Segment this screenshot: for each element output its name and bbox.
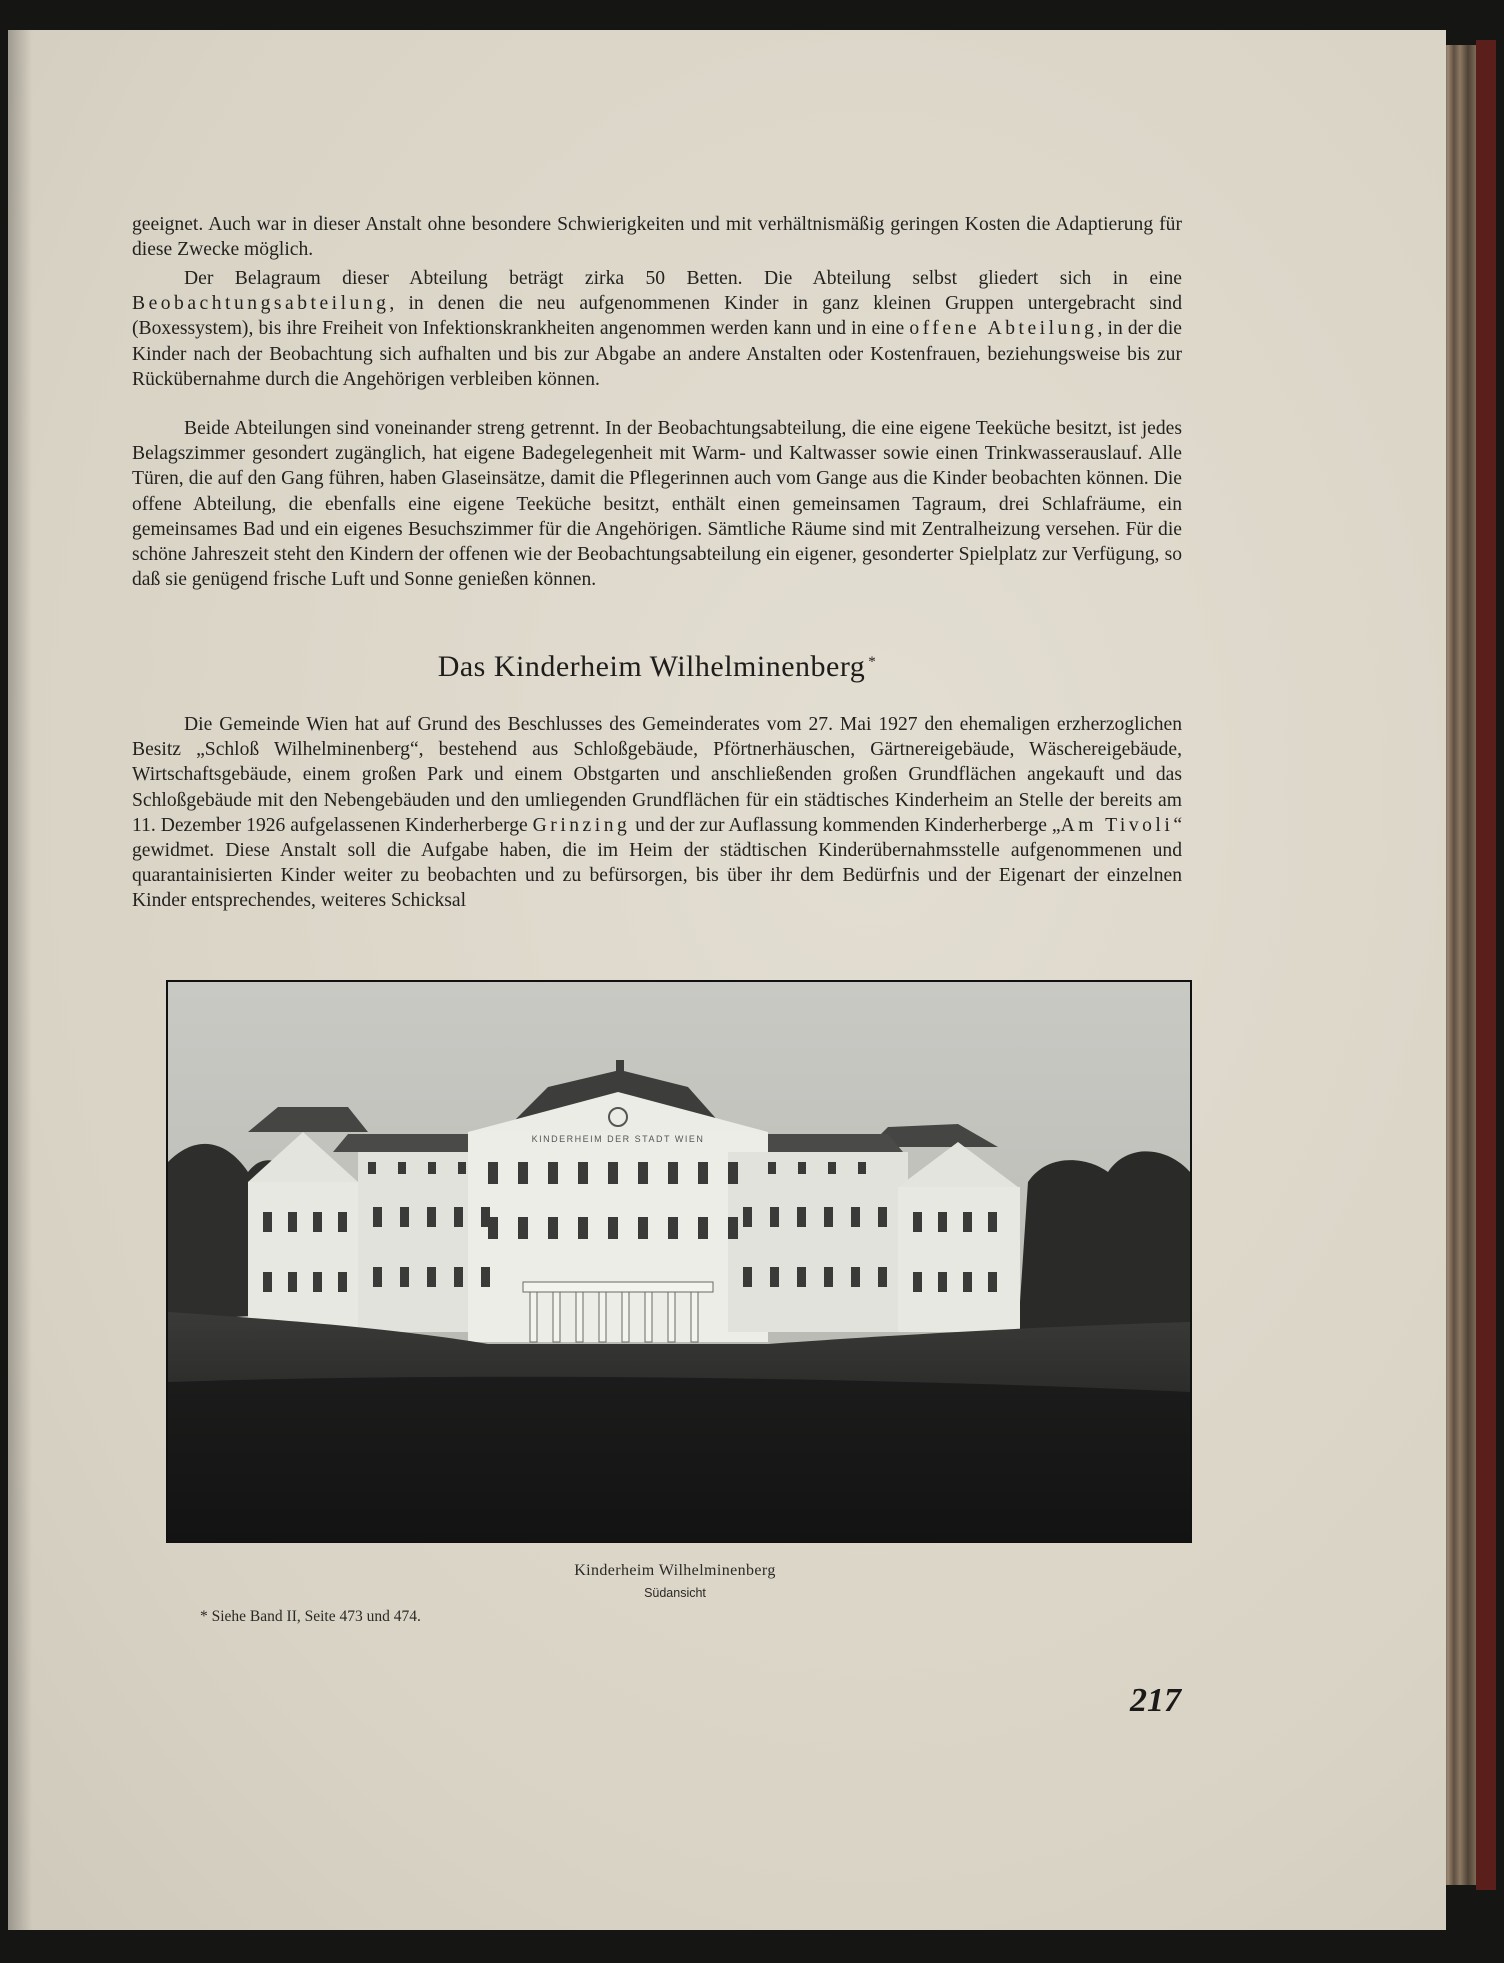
paragraph-2-part1: Der Belagraum dieser Abteilung beträgt zirka 50 Betten. Die Abteilung selbst gliedert sich in eine [184, 268, 1182, 289]
paragraph-3 [132, 416, 1182, 592]
gutter-shadow [8, 30, 32, 1930]
paragraph-2-part2: , in denen die neu aufgenommenen Kinder in ganz kleinen Gruppen untergebracht sind (Boxessystem), bis ihre Freiheit von Infektionskrankheiten angenommen werden kann und in eine [132, 293, 1182, 340]
paragraph-2-spaced1: Beobachtungsabteilung [132, 293, 390, 315]
paragraph-4-part1: Die Gemeinde Wien hat auf Grund des Beschlusses des Gemeinderates vom 27. Mai 1927 den ehemaligen erzherzoglichen Besitz „Schloß Wilhelminenberg“, bestehend aus Schloßgebäude, Pförtnerhäuschen, Gärtnereigebäude, Wäschereigebäude, Wirtschaftsgebäude, einem großen Park und einem Obstgarten und anschließenden großen Grundflächen angekauft und das Schloßgebäude mit den Nebengebäuden und den umliegenden Grundflächen für ein städtisches Kinderheim an Stelle der bereits am 11. Dezember 1926 aufgelassenen Kinderherberge [132, 714, 1182, 836]
paragraph-2-part3: , in der die Kinder nach der Beobachtung sich aufhalten und bis zur Abgabe an andere Anstalten oder Kostenfrauen, beziehungsweise bis zur Rückübernahme durch die Angehörigen verbleiben können. [132, 318, 1182, 390]
paragraph-4-part2: und der zur Auflassung kommenden Kinderherberge „ [630, 814, 1061, 836]
photo-illustration [168, 982, 1190, 1541]
paragraph-1-text: geeignet. Auch war in dieser Anstalt ohne besondere Schwierigkeiten und mit verhältnismäßig geringen Kosten die Adaptierung für diese Zwecke möglich. [132, 214, 1182, 261]
paragraph-4-part3: “ gewidmet. Diese Anstalt soll die Aufgabe haben, die im Heim der städtischen Kinderübernahmsstelle aufgenommenen und quarantainisierten Kinder weiter zu beobachten und zu befürsorgen, bis über ihr dem Bedürfnis und der Eigenart der einzelnen Kinder entsprechendes, weiteres Schicksal [132, 814, 1183, 912]
paragraph-2 [132, 266, 1182, 392]
right-wing [728, 1152, 908, 1332]
section-heading [132, 650, 1182, 684]
section-heading-text: Das Kinderheim Wilhelminenberg [437, 650, 866, 683]
book-cover-edge [1476, 40, 1496, 1890]
footnote-marker: * [868, 654, 877, 670]
paragraph-4-spaced2: Am Tivoli [1060, 814, 1174, 836]
photo-caption-title: Kinderheim Wilhelminenberg [574, 1562, 776, 1579]
paragraph-2-spaced2: offene Abteilung [909, 318, 1098, 340]
right-pavilion [898, 1187, 1020, 1332]
paragraph-4-spaced1: Grinzing [532, 814, 631, 836]
left-pavilion [248, 1182, 363, 1332]
paragraph-continued [132, 212, 1182, 262]
paragraph-3-text: Beide Abteilungen sind voneinander streng getrennt. In der Beobachtungsabteilung, die eine eigene Teeküche besitzt, ist jedes Belagszimmer gesondert zugänglich, hat eigene Badegelegenheit mit Warm- und Kaltwasser sowie einen Trinkwasserauslauf. Alle Türen, die auf den Gang führen, haben Glaseinsätze, damit die Pflegerinnen auch vom Gange aus die Kinder beobachten können. Die offene Abteilung, die ebenfalls eine eigene Teeküche besitzt, enthält einen gemeinsamen Tagraum, drei Schlafräume, ein gemeinsames Bad und ein eigenes Besuchszimmer für die Angehörigen. Sämtliche Räume sind mit Zentralheizung versehen. Für die schöne Jahreszeit steht den Kindern der offenen wie der Beobachtungsabteilung ein eigener, gesonderter Spielplatz zur Verfügung, so daß sie genügend frische Luft und Sonne genießen können. [132, 418, 1182, 591]
trees-right [1018, 1151, 1190, 1342]
photo-caption-subtitle: Südansicht [644, 1586, 706, 1600]
photo-sign-text: KINDERHEIM DER STADT WIEN [531, 1134, 705, 1144]
footnote: * Siehe Band II, Seite 473 und 474. [200, 1608, 421, 1625]
paragraph-4 [132, 712, 1182, 914]
building-photograph [166, 980, 1192, 1543]
page-number: 217 [1130, 1682, 1181, 1719]
